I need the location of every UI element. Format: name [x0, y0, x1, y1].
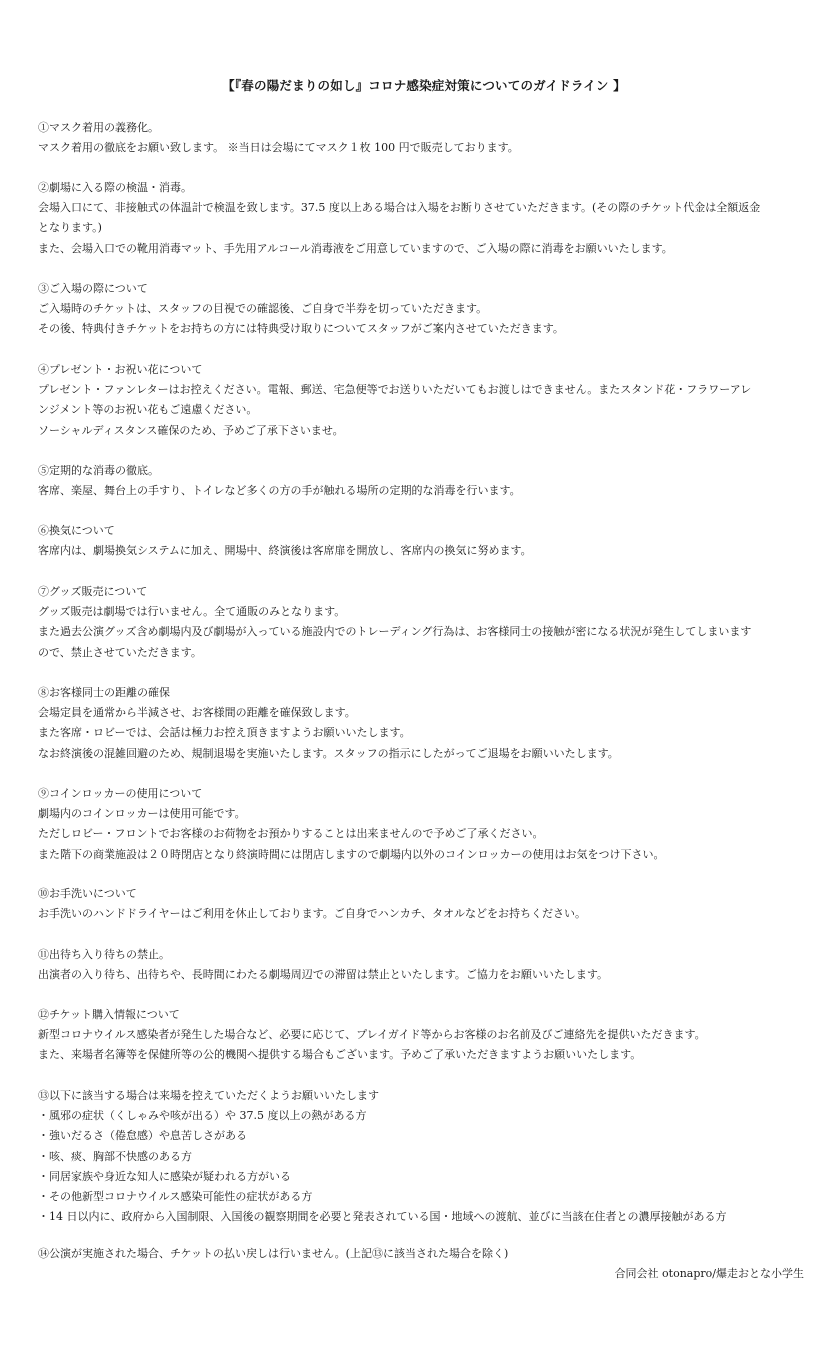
section-line: また、会場入口での靴用消毒マット、手先用アルコール消毒液をご用意していますので、ご入場の際に消毒をお願いいたします。: [38, 241, 673, 255]
section-line: ンジメント等のお祝い花もご遠慮ください。: [38, 403, 258, 417]
section-heading: ⑨コインロッカーの使用について: [38, 787, 203, 800]
document-title: 【『春の陽だまりの如し』コロナ感染症対策についてのガイドライン 】: [222, 78, 626, 93]
guideline-section: [38, 1086, 810, 1227]
section-heading: ⑤定期的な消毒の徹底。: [38, 464, 159, 477]
section-line: プレゼント・ファンレターはお控えください。電報、郵送、宅急便等でお送りいただいてもお渡しはできません。またスタンド花・フラワーアレ: [38, 383, 752, 397]
guideline-section: [38, 582, 810, 663]
section-line: 出演者の入り待ち、出待ちや、長時間にわたる劇場周辺での滞留は禁止といたします。ご協力をお願いいたします。: [38, 968, 609, 982]
section-line: ・咳、痰、胸部不快感のある方: [38, 1149, 192, 1163]
refund-note: ⑭公演が実施された場合、チケットの払い戻しは行いません。(上記⑬に該当された場合を除く): [38, 1247, 509, 1260]
section-line: また客席・ロビーでは、会話は極力お控え頂きますようお願いいたします。: [38, 726, 411, 740]
section-heading: ①マスク着用の義務化。: [38, 121, 159, 134]
guideline-section: [38, 884, 810, 924]
section-line: 客席内は、劇場換気システムに加え、開場中、終演後は客席扉を開放し、客席内の換気に努めます。: [38, 544, 532, 558]
section-line: ソーシャルディスタンス確保のため、予めご了承下さいませ。: [38, 423, 344, 437]
section-line: 会場定員を通常から半減させ、お客様間の距離を確保致します。: [38, 706, 356, 720]
section-heading: ②劇場に入る際の検温・消毒。: [38, 181, 192, 194]
section-line: ご入場時のチケットは、スタッフの目視での確認後、ご自身で半券を切っていただきます。: [38, 302, 488, 316]
guideline-section: [38, 945, 810, 985]
section-heading: ⑥換気について: [38, 524, 115, 537]
section-heading: ⑦グッズ販売について: [38, 585, 148, 598]
company-name: 合同会社 otonapro/爆走おとな小学生: [614, 1267, 804, 1280]
section-line: 新型コロナウイルス感染者が発生した場合など、必要に応じて、プレイガイド等からお客様のお名前及びご連絡先を提供いただきます。: [38, 1028, 706, 1042]
guideline-section: [38, 683, 810, 764]
section-line: となります。): [38, 221, 102, 235]
guideline-section: [38, 784, 810, 865]
section-heading: ⑪出待ち入り待ちの禁止。: [38, 948, 170, 961]
section-line: なお終演後の混雑回避のため、規制退場を実施いたします。スタッフの指示にしたがってご退場をお願いいたします。: [38, 746, 619, 760]
section-line: ・その他新型コロナウイルス感染可能性の症状がある方: [38, 1190, 313, 1204]
section-line: その後、特典付きチケットをお持ちの方には特典受け取りについてスタッフがご案内させていただきます。: [38, 322, 564, 336]
section-line: マスク着用の徹底をお願い致します。 ※当日は会場にてマスク１枚 100 円で販売しております。: [38, 141, 519, 155]
guideline-section: [38, 360, 810, 441]
section-heading: ⑧お客様同士の距離の確保: [38, 686, 170, 699]
section-heading: ③ご入場の際について: [38, 282, 148, 295]
section-line: グッズ販売は劇場では行いません。全て通販のみとなります。: [38, 605, 346, 619]
section-line: お手洗いのハンドドライヤーはご利用を休止しております。ご自身でハンカチ、タオルなどをお持ちください。: [38, 907, 587, 921]
section-line: ・14 日以内に、政府から入国制限、入国後の観察期間を必要と発表されている国・地域への渡航、並びに当該在住者との濃厚接触がある方: [38, 1210, 727, 1224]
section-heading: ⑫チケット購入情報について: [38, 1008, 180, 1021]
section-line: また過去公演グッズ含め劇場内及び劇場が入っている施設内でのトレーディング行為は、お客様同士の接触が密になる状況が発生してしまいます: [38, 625, 752, 639]
guideline-section: [38, 1005, 810, 1066]
guideline-section: [38, 118, 810, 158]
section-line: 劇場内のコインロッカーは使用可能です。: [38, 807, 246, 821]
section-line: また階下の商業施設は２０時閉店となり終演時間には閉店しますので劇場内以外のコインロッカーの使用はお気をつけ下さい。: [38, 847, 665, 861]
guideline-section: [38, 461, 810, 501]
section-line: ・同居家族や身近な知人に感染が疑われる方がいる: [38, 1169, 291, 1183]
section-line: ・風邪の症状（くしゃみや咳が出る）や 37.5 度以上の熱がある方: [38, 1109, 367, 1123]
guideline-section: [38, 279, 810, 340]
section-line: ・強いだるさ（倦怠感）や息苦しさがある: [38, 1129, 247, 1143]
section-line: ので、禁止させていただきます。: [38, 645, 202, 659]
guideline-section: [38, 521, 810, 561]
section-line: 客席、楽屋、舞台上の手すり、トイレなど多くの方の手が触れる場所の定期的な消毒を行います。: [38, 484, 521, 498]
section-line: ただしロビー・フロントでお客様のお荷物をお預かりすることは出来ませんので予めご了承ください。: [38, 827, 544, 841]
section-heading: ⑩お手洗いについて: [38, 887, 137, 900]
section-line: 会場入口にて、非接触式の体温計で検温を致します。37.5 度以上ある場合は入場をお断りさせていただきます。(その際のチケット代金は全額返金: [38, 201, 761, 215]
section-heading: ④プレゼント・お祝い花について: [38, 363, 203, 376]
section-heading: ⑬以下に該当する場合は来場を控えていただくようお願いいたします: [38, 1089, 379, 1102]
guideline-section: [38, 178, 810, 259]
section-line: また、来場者名簿等を保健所等の公的機関へ提供する場合もございます。予めご了承いただきますようお願いいたします。: [38, 1048, 642, 1062]
